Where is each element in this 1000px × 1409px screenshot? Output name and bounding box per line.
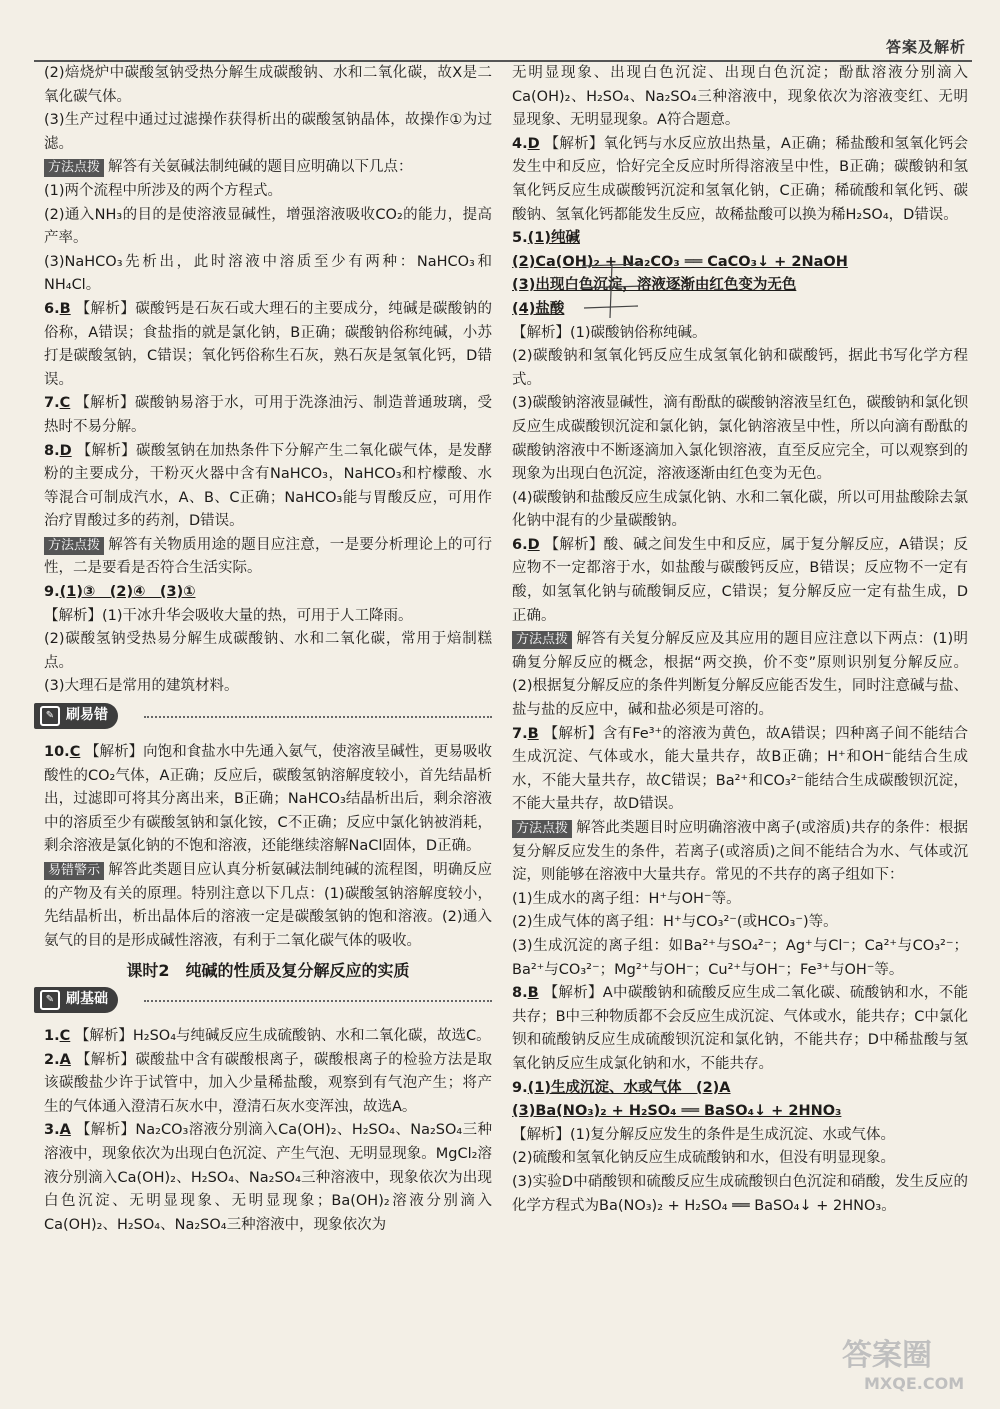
tip-tag: 方法点拨 — [44, 537, 104, 555]
explanation-line: (4)碳酸钠和盐酸反应生成氯化钠、水和二氧化碳，所以可用盐酸除去氯化钠中混有的少量碳酸钠。 — [512, 489, 968, 530]
tip-text: 解答此类题目时应明确溶液中离子(或溶质)共存的条件：根据复分解反应发生的条件，若离子(或溶质)之间不能结合为水、气体或沉淀，则能够在溶液中大量共存。常见的不共存的离子组如下： — [512, 820, 968, 884]
explanation-line: 【解析】(1)干冰升华会吸收大量的热，可用于人工降雨。 — [44, 607, 413, 624]
question-4 — [512, 133, 968, 227]
basic-question-1 — [44, 1025, 492, 1049]
explanation: 【解析】碳酸盐中含有碳酸根离子，碳酸根离子的检验方法是取该碳酸盐少许于试管中，加入少量稀盐酸，观察到有气泡产生；将产生的气体通入澄清石灰水中，澄清石灰水变浑浊，故选A。 — [44, 1051, 493, 1115]
explanation: 【解析】A中碳酸钠和硫酸反应生成二氧化碳、硫酸钠和水，不能共存；B中三种物质都不会反应生成沉淀、气体或水，能共存；C中氯化钡和硫酸钠反应生成硫酸钡沉淀和氯化钠，不能共存；D中稀盐酸与氢氧化钠反应生成氯化钠和水，不能共存。 — [512, 985, 969, 1072]
section-band-errors — [34, 703, 492, 735]
paragraph: 无明显现象、出现白色沉淀、出现白色沉淀；酚酞溶液分别滴入Ca(OH)₂、H₂SO₄、Na₂SO₄三种溶液中，现象依次为溶液变红、无明显现象、无明显现象。A符合题意。 — [512, 65, 968, 129]
answer-line: (3)出现白色沉淀，溶液逐渐由红色变为无色 — [512, 277, 797, 294]
question-10 — [44, 741, 492, 859]
book-icon: ✎ — [40, 990, 60, 1010]
explanation: 【解析】Na₂CO₃溶液分别滴入Ca(OH)₂、H₂SO₄、Na₂SO₄三种溶液中，现象依次为出现白色沉淀、产生气泡、无明显现象。MgCl₂溶液分别滴入Ca(OH)₂、H₂SO₄、Na₂SO₄三种溶液中，现象依次为出现白色沉淀、无明显现象、无明显现象；Ba(OH)₂溶液分别滴入Ca(OH)₂、H₂SO₄、Na₂SO₄三种溶液中，现象依次为 — [44, 1122, 493, 1233]
question-number: 9. — [44, 584, 60, 601]
explanation-line: (3)大理石是常用的建筑材料。 — [44, 678, 239, 695]
tip-tag: 方法点拨 — [512, 631, 572, 649]
answer-text: (1)生成沉淀、水或气体 (2)A — [527, 1079, 731, 1096]
question-5 — [512, 227, 968, 251]
explanation: 【解析】向饱和食盐水中先通入氨气，使溶液呈碱性，更易吸收酸性的CO₂气体，A正确；反应后，碳酸氢钠溶解度较小，首先结晶析出，过滤即可将其分离出来，B正确；NaHCO₃结晶析出后，剩余溶液中的溶质至少有碳酸氢钠和氯化铵，C不正确；反应中氯化钠被消耗，剩余溶液是氯化钠的不饱和溶液，还能继续溶解NaCl固体，D正确。 — [44, 744, 493, 855]
tip-item: (3)NaHCO₃先析出，此时溶液中溶质至少有两种：NaHCO₃和NH₄Cl。 — [44, 253, 492, 294]
answer-letter: C — [59, 1027, 71, 1044]
explanation: 【解析】含有Fe³⁺的溶液为黄色，故A错误；四种离子间不能结合生成沉淀、气体或水，能大量共存，故B正确；H⁺和OH⁻能结合生成水，不能大量共存，故C错误；Ba²⁺和CO₃²⁻能结合生成碳酸钡沉淀，不能大量共存，故D错误。 — [512, 725, 968, 813]
answer-letter: B — [527, 985, 539, 1002]
paragraph: (3)生产过程中通过过滤操作获得析出的碳酸氢钠晶体，故操作①为过滤。 — [44, 112, 492, 152]
explanation: 【解析】碳酸氢钠在加热条件下分解产生二氧化碳气体，是发酵粉的主要成分，干粉灭火器中含有NaHCO₃，NaHCO₃和柠檬酸、水等混合可制成汽水，A、B、C正确；NaHCO₃能与胃酸反应，可用作治疗胃酸过多的药剂，D错误。 — [44, 442, 493, 530]
left-column — [44, 62, 492, 1237]
question-9 — [44, 581, 492, 605]
method-tip — [44, 156, 492, 180]
page-header-title: 答案及解析 — [885, 38, 966, 56]
tip-text: 解答有关物质用途的题目应注意，一是要分析理论上的可行性，二是要看是否符合生活实际。 — [44, 536, 492, 577]
question-7 — [44, 392, 492, 439]
question-number: 10. — [44, 744, 70, 761]
answer-line: (2)Ca(OH)₂ + Na₂CO₃ ══ CaCO₃↓ + 2NaOH — [512, 253, 848, 270]
answer-letter: A — [59, 1122, 71, 1139]
explanation-line: 【解析】(1)复分解反应发生的条件是生成沉淀、水或气体。 — [512, 1126, 896, 1143]
lesson-title: 课时2 纯碱的性质及复分解反应的实质 — [126, 961, 410, 981]
watermark-logo — [834, 1325, 984, 1395]
right-column — [512, 62, 968, 1218]
question-7 — [512, 723, 968, 817]
question-number: 9. — [512, 1079, 528, 1096]
explanation-line: (2)硫酸和氢氧化钠反应生成硫酸钠和水，但没有明显现象。 — [512, 1150, 896, 1167]
question-number: 8. — [512, 985, 528, 1002]
tip-text: 解答有关氨碱法制纯碱的题目应明确以下几点： — [108, 159, 413, 176]
question-number: 4. — [512, 135, 528, 152]
explanation: 【解析】H₂SO₄与纯碱反应生成硫酸钠、水和二氧化碳，故选C。 — [74, 1027, 491, 1044]
section-band-basics — [34, 987, 492, 1019]
section-title: 刷易错 — [66, 707, 108, 724]
paragraph: (2)焙烧炉中碳酸氢钠受热分解生成碳酸钠、水和二氧化碳，故X是二氧化碳气体。 — [44, 65, 492, 105]
question-8 — [44, 440, 492, 534]
question-number: 5. — [512, 230, 528, 247]
explanation: 【解析】酸、碱之间发生中和反应，属于复分解反应，A错误；反应物不一定都溶于水，如盐酸与碳酸钙反应，B错误；反应物不一定有酸，如氢氧化钠与硫酸铜反应，C错误；复分解反应一定有盐生成，D正确。 — [512, 536, 969, 624]
answer-line: (4)盐酸 — [512, 300, 565, 317]
tip-item: (2)生成气体的离子组：H⁺与CO₃²⁻(或HCO₃⁻)等。 — [512, 914, 838, 931]
question-6 — [44, 298, 492, 392]
section-title: 刷基础 — [66, 991, 108, 1008]
tip-text: 解答有关复分解反应及其应用的题目应注意以下两点：(1)明确复分解反应的概念，根据“两交换，价不变”原则识别复分解反应。(2)根据复分解反应的条件判断复分解反应能否发生，同时注意碱与盐、盐与盐的反应中，碱和盐必须是可溶的。 — [512, 631, 968, 719]
explanation: 【解析】碳酸钙是石灰石或大理石的主要成分，纯碱是碳酸钠的俗称，A错误；食盐指的就是氯化钠，B正确；碳酸钠俗称纯碱，小苏打是碳酸氢钠，C错误；氧化钙俗称生石灰，熟石灰是氢氧化钙，D错误。 — [44, 300, 493, 388]
book-icon: ✎ — [40, 706, 60, 726]
question-number: 8. — [44, 442, 60, 459]
tip-item: (3)生成沉淀的离子组：如Ba²⁺与SO₄²⁻；Ag⁺与Cl⁻；Ca²⁺与CO₃²⁻；Ba²⁺与CO₃²⁻；Mg²⁺与OH⁻；Cu²⁺与OH⁻；Fe³⁺与OH⁻等。 — [512, 937, 968, 978]
question-6 — [512, 534, 968, 628]
explanation-line: (2)碳酸钠和氢氧化钙反应生成氢氧化钠和碳酸钙，据此书写化学方程式。 — [512, 348, 968, 388]
answer-letter: D — [527, 135, 540, 152]
question-number: 7. — [512, 725, 528, 742]
explanation: 【解析】氧化钙与水反应放出热量，A正确；稀盐酸和氢氧化钙会发生中和反应，恰好完全反应时所得溶液呈中性，B正确；碳酸钠和氢氧化钙反应生成碳酸钙沉淀和氢氧化钠，C正确；稀硫酸和氧化钙、碳酸钠、氢氧化钙都能发生反应，故稀盐酸可以换为稀H₂SO₄，D错误。 — [512, 135, 969, 223]
answer-letter: B — [527, 725, 539, 742]
question-9 — [512, 1077, 968, 1101]
answer-letter: D — [59, 442, 72, 459]
tip-tag: 方法点拨 — [44, 159, 104, 177]
answer-text: (1)③ (2)④ (3)① — [59, 584, 196, 601]
tip-item: (2)通入NH₃的目的是使溶液显碱性，增强溶液吸收CO₂的能力，提高产率。 — [44, 206, 492, 247]
tip-text: 解答此类题目应认真分析氨碱法制纯碱的流程图，明确反应的产物及有关的原理。特别注意以下几点：(1)碳酸氢钠溶解度较小，先结晶析出，析出晶体后的溶液一定是碳酸氢钠的饱和溶液。(2)通入氨气的目的是形成碱性溶液，有利于二氧化碳气体的吸收。 — [44, 862, 492, 949]
pencil-scribble — [572, 258, 652, 324]
explanation: 【解析】碳酸钠易溶于水，可用于洗涤油污、制造普通玻璃，受热时不易分解。 — [44, 395, 493, 435]
tip-item: (1)生成水的离子组：H⁺与OH⁻等。 — [512, 890, 741, 907]
watermark-text: 答案圈 — [842, 1338, 932, 1373]
answer-text: (1)纯碱 — [527, 230, 580, 247]
answer-letter: A — [59, 1051, 71, 1068]
answer-line: (3)Ba(NO₃)₂ + H₂SO₄ ══ BaSO₄↓ + 2HNO₃ — [512, 1103, 842, 1120]
basic-question-2 — [44, 1049, 492, 1120]
method-tip — [44, 534, 492, 581]
answer-letter: C — [69, 744, 81, 761]
method-tip — [512, 628, 968, 722]
explanation-line: (3)碳酸钠溶液显碱性，滴有酚酞的碳酸钠溶液呈红色，碳酸钠和氯化钡反应生成碳酸钡沉淀和氯化钠，氯化钠溶液呈中性，所以向滴有酚酞的碳酸钠溶液中不断逐滴加入氯化钡溶液，直至反应完全，可以观察到的现象为出现白色沉淀，溶液逐渐由红色变为无色。 — [512, 395, 968, 483]
answer-letter: C — [59, 395, 71, 412]
question-number: 6. — [44, 300, 60, 317]
basic-question-3 — [44, 1119, 492, 1237]
question-number: 7. — [44, 395, 60, 412]
answer-letter: B — [59, 300, 71, 317]
watermark-url: MXQE.COM — [864, 1374, 965, 1393]
question-number: 1. — [44, 1027, 60, 1044]
explanation-line: (3)实验D中硝酸钡和硫酸反应生成硫酸钡白色沉淀和硝酸，发生反应的化学方程式为Ba(NO₃)₂ + H₂SO₄ ══ BaSO₄↓ + 2HNO₃。 — [512, 1173, 968, 1214]
explanation-line: (2)碳酸氢钠受热易分解生成碳酸钠、水和二氧化碳，常用于焙制糕点。 — [44, 631, 492, 671]
explanation-line: 【解析】(1)碳酸钠俗称纯碱。 — [512, 324, 707, 341]
tip-tag: 方法点拨 — [512, 820, 572, 838]
tip-item: (1)两个流程中所涉及的两个方程式。 — [44, 182, 283, 199]
question-number: 2. — [44, 1051, 60, 1068]
question-number: 3. — [44, 1122, 60, 1139]
answer-letter: D — [527, 536, 540, 553]
error-warning — [44, 859, 492, 953]
tip-tag: 易错警示 — [44, 862, 104, 880]
question-number: 6. — [512, 536, 528, 553]
question-8 — [512, 982, 968, 1076]
method-tip — [512, 817, 968, 888]
